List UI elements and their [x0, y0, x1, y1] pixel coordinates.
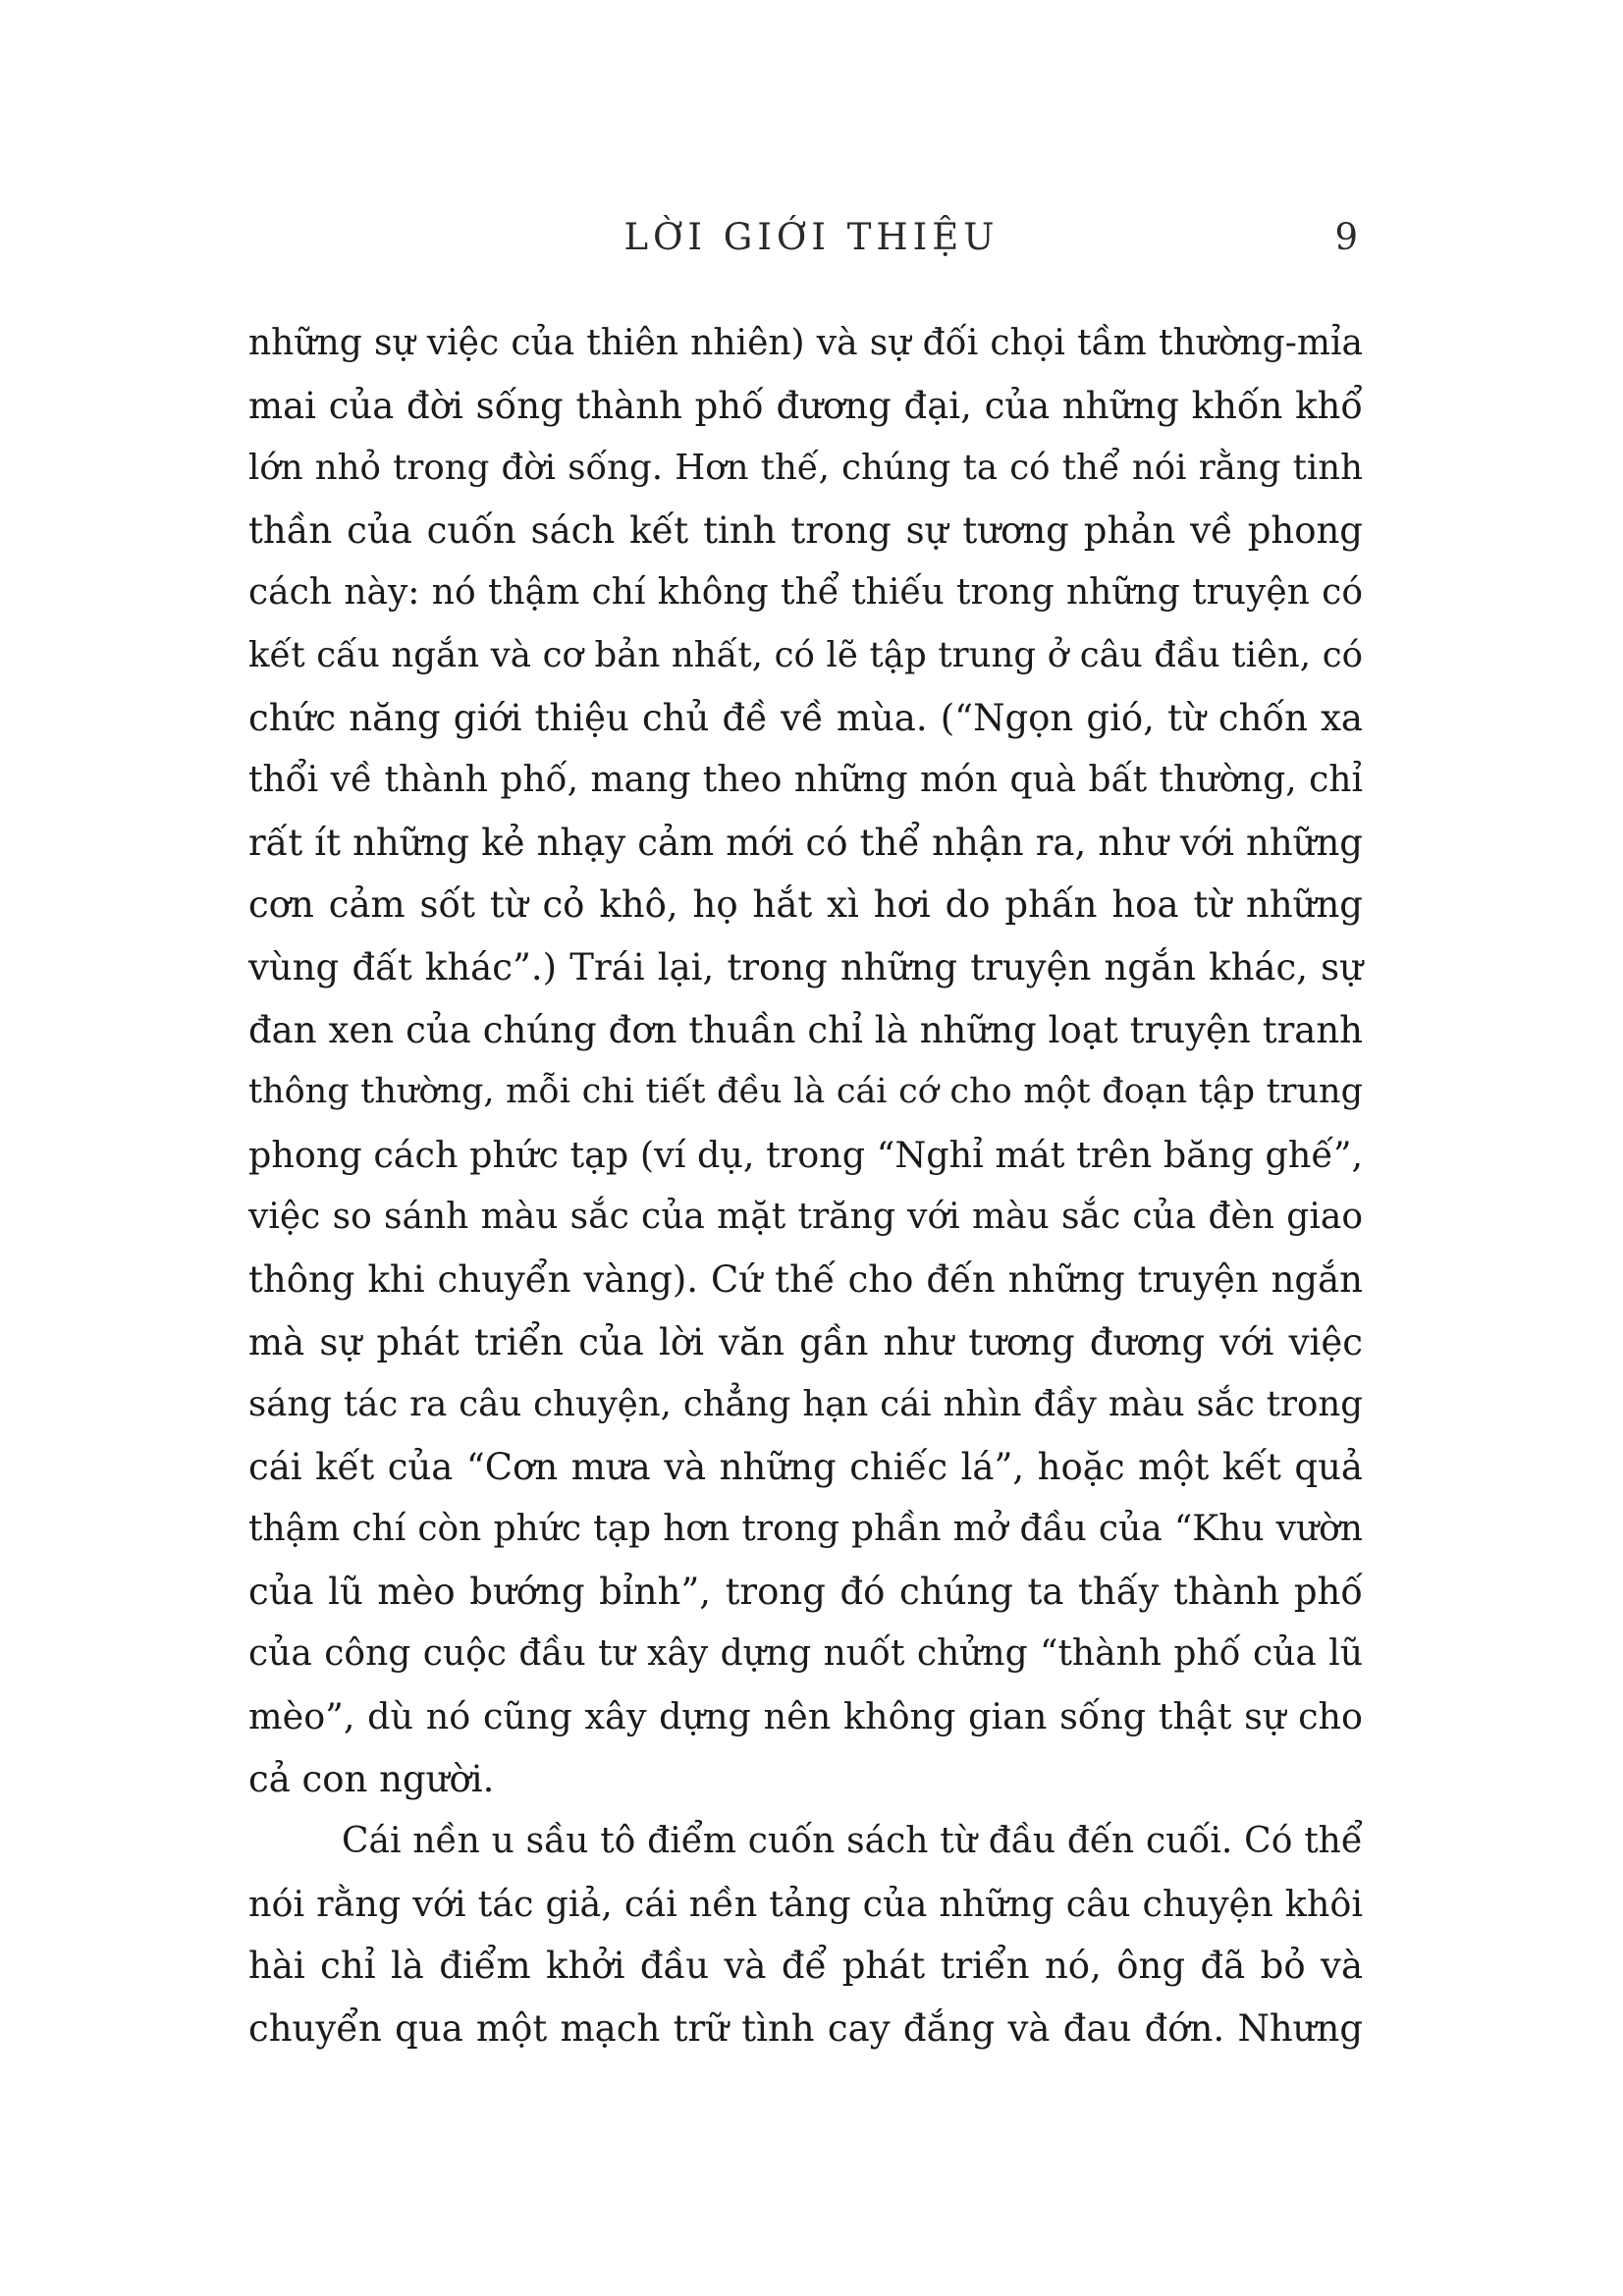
text-line: của công cuộc đầu tư xây dựng nuốt chửng “thành phố của lũ: [248, 1633, 1363, 1675]
text-line: nói rằng với tác giả, cái nền tảng của những câu chuyện khôi: [248, 1882, 1363, 1925]
text-line: mèo”, dù nó cũng xây dựng nên không gian sống thật sự cho: [248, 1695, 1363, 1738]
running-head: [0, 208, 1623, 267]
text-line: phong cách phức tạp (ví dụ, trong “Nghỉ mát trên băng ghế”,: [248, 1133, 1364, 1176]
text-line: của lũ mèo bướng bỉnh”, trong đó chúng ta thấy thành phố: [248, 1570, 1363, 1613]
text-line: hài chỉ là điểm khởi đầu và để phát triển nó, ông đã bỏ và: [248, 1945, 1363, 1988]
text-line: chuyển qua một mạch trữ tình cay đắng và đau đớn. Nhưng: [248, 2007, 1363, 2051]
text-line: cách này: nó thậm chí không thể thiếu trong những truyện có: [248, 572, 1363, 614]
text-line: mai của đời sống thành phố đương đại, của những khốn khổ: [248, 384, 1363, 427]
text-line: cơn cảm sốt từ cỏ khô, họ hắt xì hơi do phấn hoa từ những: [248, 883, 1363, 927]
text-line: chức năng giới thiệu chủ đề về mùa. (“Ngọn gió, từ chốn xa: [248, 696, 1363, 739]
text-line: cả con người.: [248, 1757, 495, 1800]
text-line: thậm chí còn phức tạp hơn trong phần mở đầu của “Khu vườn: [248, 1509, 1363, 1550]
text-line: lớn nhỏ trong đời sống. Hơn thế, chúng ta có thể nói rằng tinh: [248, 448, 1363, 489]
chapter-title: LỜI GIỚI THIỆU: [623, 216, 1000, 258]
text-line: thông thường, mỗi chi tiết đều là cái cớ cho một đoạn tập trung: [248, 1072, 1363, 1112]
paragraph-2: [248, 1810, 1363, 2059]
text-line: cái kết của “Cơn mưa và những chiếc lá”, hoặc một kết quả: [248, 1445, 1363, 1488]
text-line: những sự việc của thiên nhiên) và sự đối chọi tầm thường-mỉa: [248, 323, 1363, 363]
body-text: [248, 312, 1363, 2060]
text-line: sáng tác ra câu chuyện, chẳng hạn cái nhìn đầy màu sắc trong: [248, 1384, 1363, 1425]
text-line: Cái nền u sầu tô điểm cuốn sách từ đầu đến cuối. Có thể: [342, 1821, 1363, 1862]
text-line: kết cấu ngắn và cơ bản nhất, có lẽ tập trung ở câu đầu tiên, có: [248, 634, 1363, 675]
text-line: đan xen của chúng đơn thuần chỉ là những loạt truyện tranh: [248, 1008, 1363, 1051]
paragraph-1: [248, 312, 1363, 1810]
text-line: vùng đất khác”.) Trái lại, trong những truyện ngắn khác, sự: [248, 945, 1363, 988]
text-line: việc so sánh màu sắc của mặt trăng với màu sắc của đèn giao: [248, 1197, 1363, 1238]
page-number: 9: [1334, 216, 1358, 258]
text-line: thổi về thành phố, mang theo những món quà bất thường, chỉ: [248, 760, 1363, 801]
text-line: rất ít những kẻ nhạy cảm mới có thể nhận ra, như với những: [248, 821, 1363, 864]
text-line: thông khi chuyển vàng). Cứ thế cho đến những truyện ngắn: [248, 1257, 1363, 1301]
text-line: thần của cuốn sách kết tinh trong sự tương phản về phong: [248, 508, 1363, 552]
text-line: mà sự phát triển của lời văn gần như tương đương với việc: [248, 1320, 1363, 1363]
